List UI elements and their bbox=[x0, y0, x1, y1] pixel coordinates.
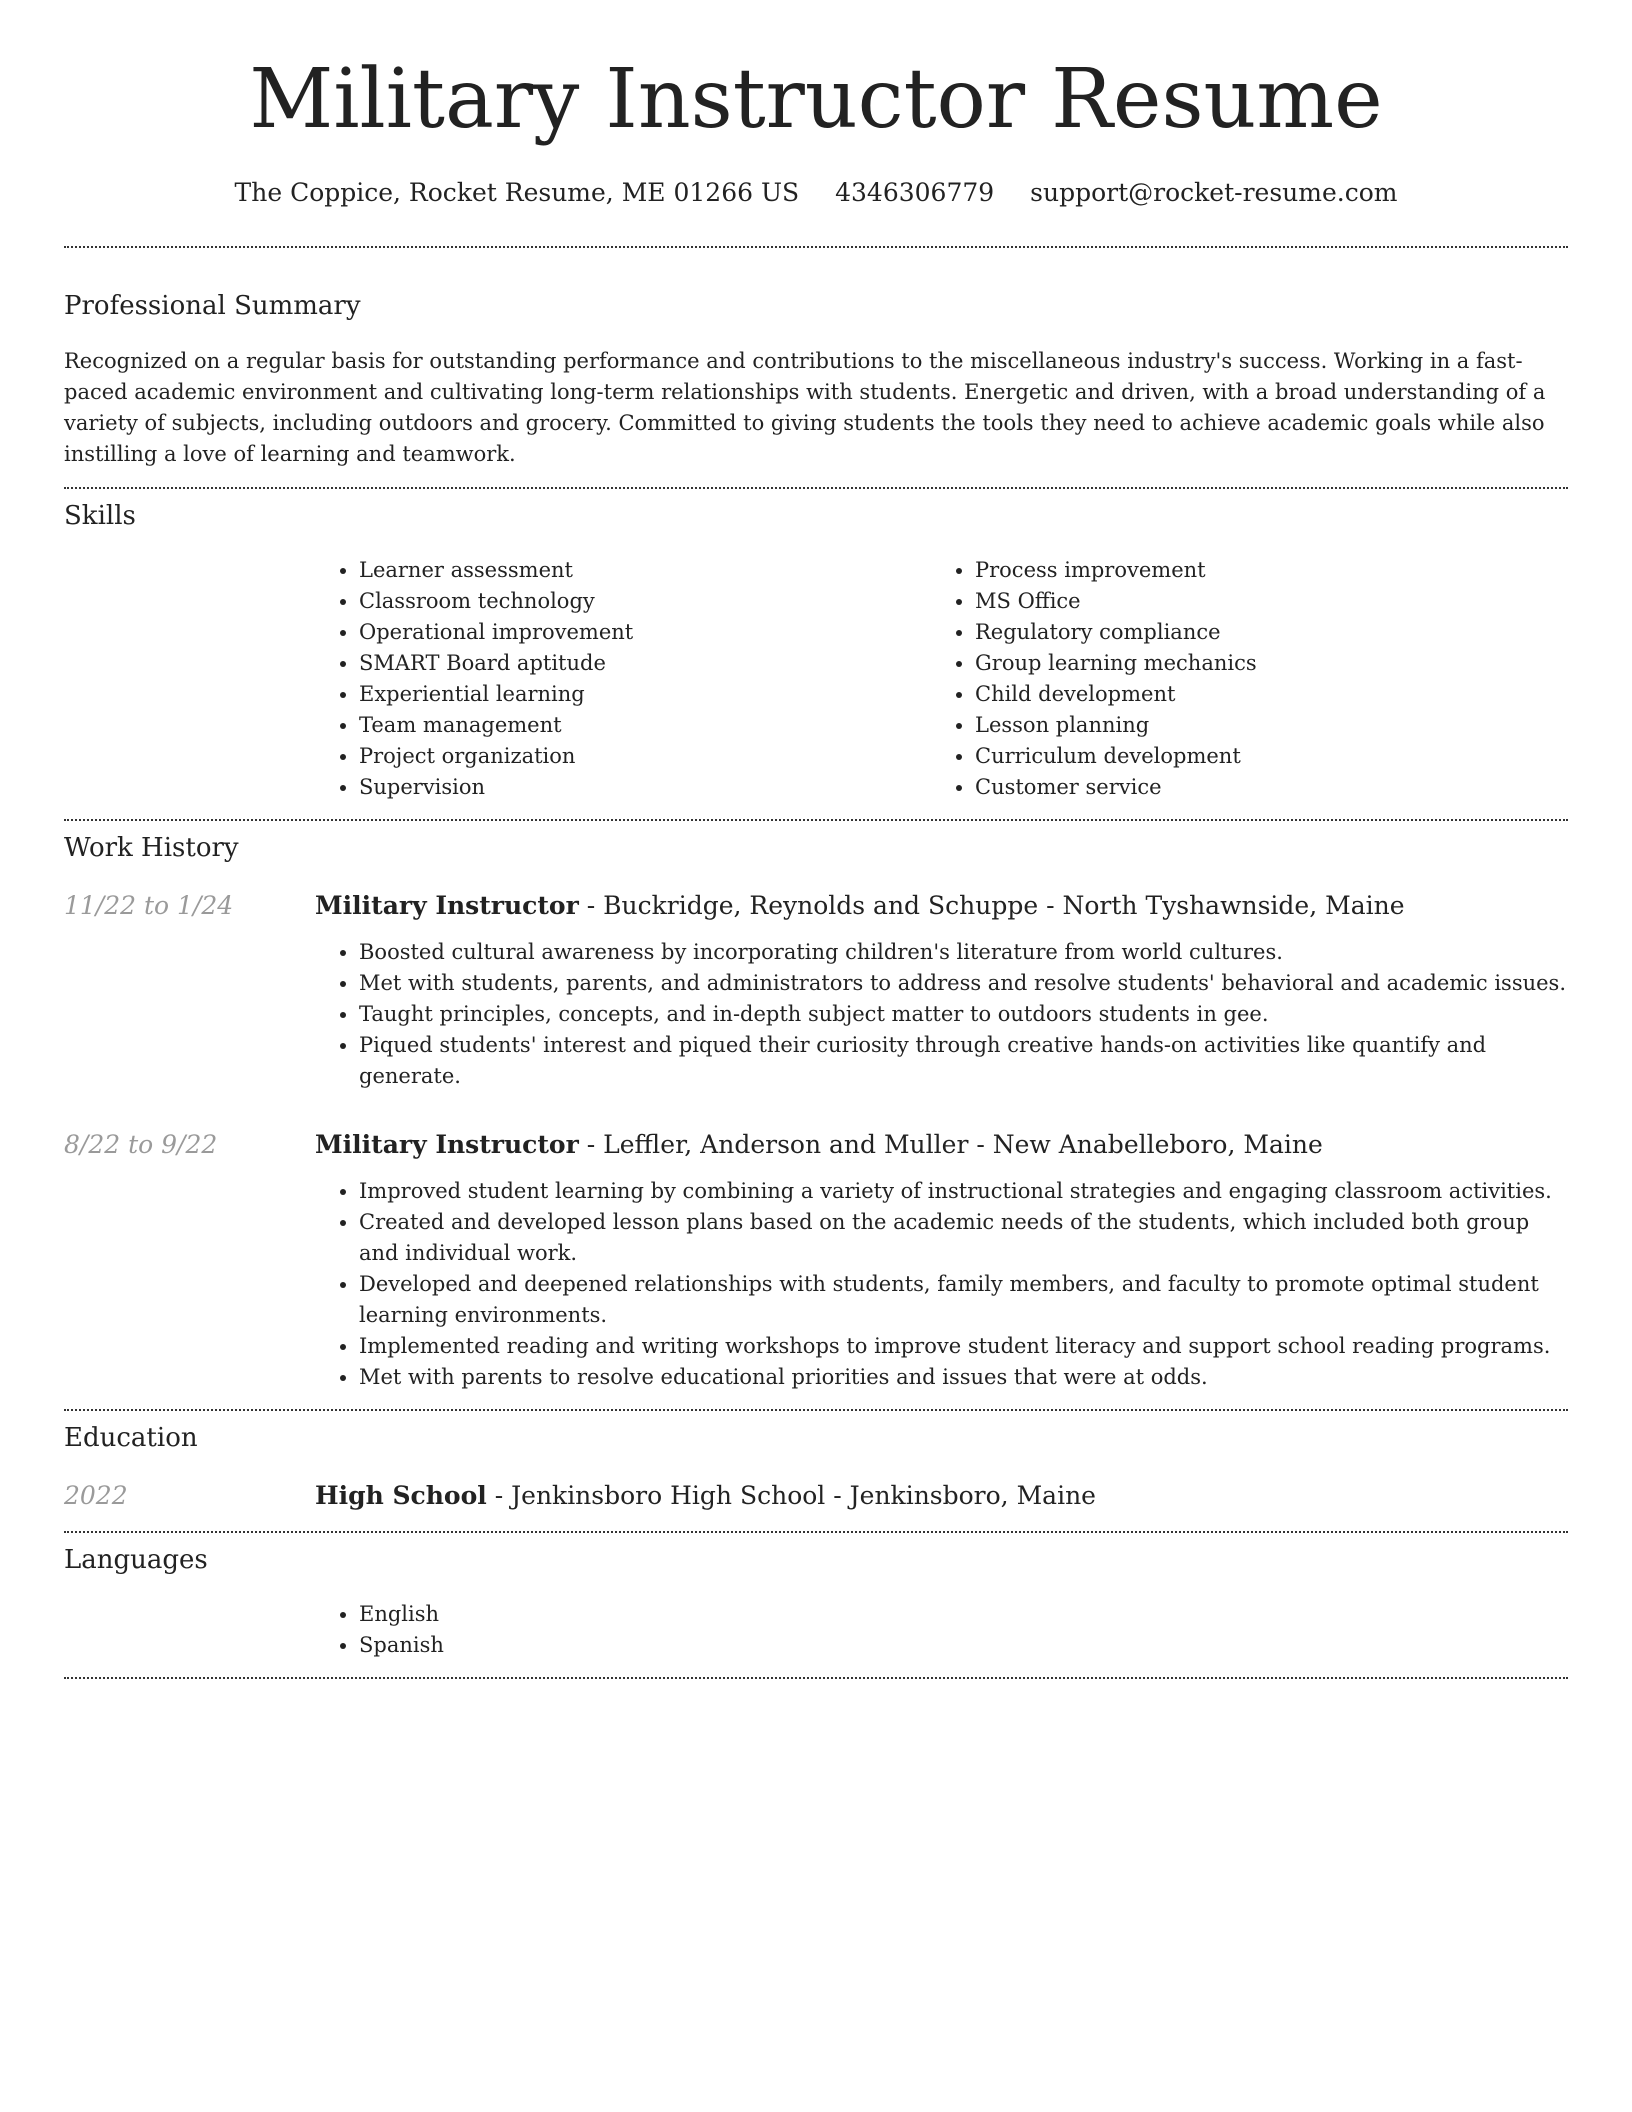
skill-item: • SMART Board aptitude bbox=[359, 648, 931, 679]
skill-item: • Group learning mechanics bbox=[975, 648, 1547, 679]
contact-email: support@rocket-resume.com bbox=[1030, 178, 1398, 207]
summary-section bbox=[64, 248, 1568, 487]
job-entry bbox=[64, 1128, 1568, 1393]
summary-text: Recognized on a regular basis for outstanding performance and contributions to the miscellaneous industry's success. Working in a fast-paced academic environment and cultivating long-term relationships with students. Energetic and driven, with a broad understanding of a variety of subjects, including outdoors and grocery. Committed to giving students the tools they need to achieve academic goals while also instilling a love of learning and teamwork. bbox=[64, 349, 1546, 466]
job-bullet: • Implemented reading and writing workshops to improve student literacy and support school reading programs. bbox=[359, 1331, 1568, 1362]
work-history-section bbox=[64, 821, 1568, 1409]
job-bullets bbox=[315, 937, 1568, 1092]
skills-list-left bbox=[315, 555, 931, 803]
skills-heading: Skills bbox=[64, 501, 136, 531]
languages-heading: Languages bbox=[64, 1545, 208, 1575]
skill-item: • MS Office bbox=[975, 586, 1547, 617]
skill-item: • Team management bbox=[359, 710, 931, 741]
language-item: • English bbox=[359, 1599, 1568, 1630]
job-entry bbox=[64, 889, 1568, 1092]
job-details: - Leffler, Anderson and Muller - New Anabelleboro, Maine bbox=[578, 1130, 1323, 1159]
education-title bbox=[315, 1479, 1568, 1513]
job-bullets bbox=[315, 1176, 1568, 1393]
skill-item: • Lesson planning bbox=[975, 710, 1547, 741]
education-heading: Education bbox=[64, 1423, 198, 1453]
job-title bbox=[315, 889, 1568, 923]
education-date: 2022 bbox=[64, 1481, 128, 1510]
skill-item: • Regulatory compliance bbox=[975, 617, 1547, 648]
education-entry bbox=[64, 1479, 1568, 1513]
skill-item: • Operational improvement bbox=[359, 617, 931, 648]
job-bullet: • Piqued students' interest and piqued their curiosity through creative hands-on activities like quantify and generate. bbox=[359, 1030, 1568, 1092]
contact-phone: 4346306779 bbox=[835, 178, 995, 207]
job-bullet: • Met with students, parents, and administrators to address and resolve students' behavioral and academic issues. bbox=[359, 968, 1568, 999]
skill-item: • Curriculum development bbox=[975, 741, 1547, 772]
education-body bbox=[315, 1479, 1568, 1513]
education-degree: High School bbox=[315, 1481, 487, 1510]
resume-header bbox=[64, 0, 1568, 210]
skills-section bbox=[64, 489, 1568, 819]
job-date: 8/22 to 9/22 bbox=[64, 1130, 218, 1159]
job-bullet: • Met with parents to resolve educational priorities and issues that were at odds. bbox=[359, 1362, 1568, 1393]
job-bullet: • Taught principles, concepts, and in-depth subject matter to outdoors students in gee. bbox=[359, 999, 1568, 1030]
skills-column-right bbox=[931, 555, 1547, 803]
job-date: 11/22 to 1/24 bbox=[64, 891, 234, 920]
language-item: • Spanish bbox=[359, 1630, 1568, 1661]
skills-grid bbox=[315, 555, 1568, 803]
job-role: Military Instructor bbox=[315, 1130, 579, 1159]
summary-heading: Professional Summary bbox=[64, 291, 361, 321]
languages-section bbox=[64, 1533, 1568, 1677]
skill-item: • Project organization bbox=[359, 741, 931, 772]
job-bullet: • Created and developed lesson plans based on the academic needs of the students, which included both group and individual work. bbox=[359, 1207, 1568, 1269]
job-body bbox=[315, 1128, 1568, 1393]
job-bullet: • Improved student learning by combining a variety of instructional strategies and engaging classroom activities. bbox=[359, 1176, 1568, 1207]
skill-item: • Supervision bbox=[359, 772, 931, 803]
skill-item: • Classroom technology bbox=[359, 586, 931, 617]
contact-address: The Coppice, Rocket Resume, ME 01266 US bbox=[234, 178, 800, 207]
languages-list bbox=[315, 1599, 1568, 1661]
job-title bbox=[315, 1128, 1568, 1162]
job-role: Military Instructor bbox=[315, 891, 579, 920]
job-bullet: • Boosted cultural awareness by incorporating children's literature from world cultures. bbox=[359, 937, 1568, 968]
contact-line bbox=[64, 176, 1568, 210]
work-history-heading: Work History bbox=[64, 833, 239, 863]
skills-column-left bbox=[315, 555, 931, 803]
resume-title: Military Instructor Resume bbox=[249, 52, 1383, 147]
divider bbox=[64, 1677, 1568, 1679]
education-details: - Jenkinsboro High School - Jenkinsboro, Maine bbox=[486, 1481, 1096, 1510]
education-section bbox=[64, 1411, 1568, 1531]
skills-list-right bbox=[931, 555, 1547, 803]
skill-item: • Customer service bbox=[975, 772, 1547, 803]
job-details: - Buckridge, Reynolds and Schuppe - North Tyshawnside, Maine bbox=[578, 891, 1405, 920]
skill-item: • Child development bbox=[975, 679, 1547, 710]
skill-item: • Process improvement bbox=[975, 555, 1547, 586]
skill-item: • Experiential learning bbox=[359, 679, 931, 710]
skill-item: • Learner assessment bbox=[359, 555, 931, 586]
job-body bbox=[315, 889, 1568, 1092]
job-bullet: • Developed and deepened relationships with students, family members, and faculty to promote optimal student learning environments. bbox=[359, 1269, 1568, 1331]
